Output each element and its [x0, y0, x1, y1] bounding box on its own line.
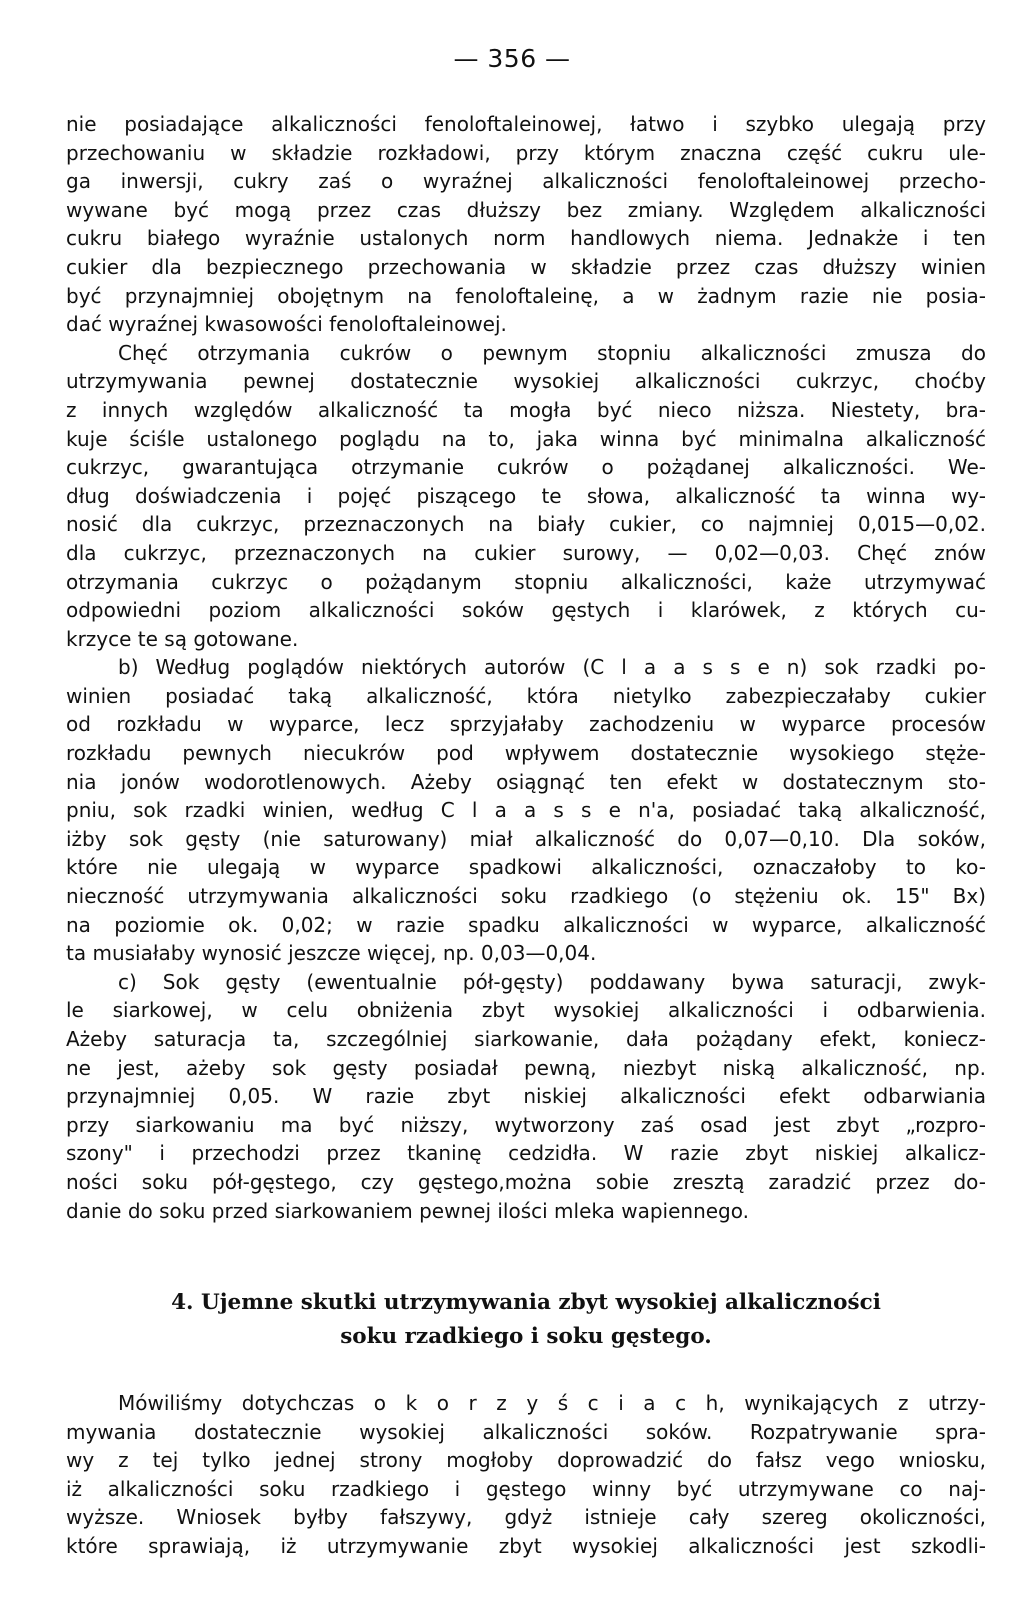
text-line: iż alkaliczności soku rzadkiego i gęstego winny być utrzymywane co naj- [66, 1476, 986, 1501]
text-line: dług doświadczenia i pojęć piszącego te słowa, alkaliczność ta winna wy- [66, 483, 986, 508]
section-heading-continued: soku rzadkiego i soku gęstego. [340, 1324, 712, 1349]
text-line: z innych względów alkaliczność ta mogła być nieco niższa. Niestety, bra- [66, 397, 986, 422]
section-text [66, 1389, 986, 1561]
text-line: Ażeby saturacja ta, szczególniej siarkowanie, dała pożądany efekt, koniecz- [66, 1027, 986, 1051]
text-line: nieczność utrzymywania alkaliczności soku rzadkiego (o stężeniu ok. 15" Bx) [66, 884, 986, 909]
text-line: le siarkowej, w celu obniżenia zbyt wysokiej alkaliczności i odbarwienia. [66, 998, 986, 1023]
text-line: nie posiadające alkaliczności fenoloftaleinowej, łatwo i szybko ulegają przy [66, 112, 986, 136]
text-line: szony" i przechodzi przez tkaninę cedzidła. W razie zbyt niskiej alkalicz- [66, 1141, 986, 1166]
text-line: na poziomie ok. 0,02; w razie spadku alkaliczności w wyparce, alkaliczność [66, 912, 986, 937]
text-line: wyższe. Wniosek byłby fałszywy, gdyż istnieje cały szereg okoliczności, [66, 1505, 986, 1530]
text-line: ta musiałaby wynosić jeszcze więcej, np. 0,03—0,04. [66, 941, 597, 966]
text-line: nia jonów wodorotlenowych. Ażeby osiągnąć ten efekt w dostatecznym sto- [66, 769, 986, 794]
text-line: otrzymania cukrzyc o pożądanym stopniu alkaliczności, każe utrzymywać [66, 569, 986, 594]
text-line: wywane być mogą przez czas dłuższy bez zmiany. Względem alkaliczności [66, 197, 986, 222]
text-line: ga inwersji, cukry zaś o wyraźnej alkaliczności fenoloftaleinowej przecho- [66, 169, 986, 194]
text-line: kuje ściśle ustalonego poglądu na to, jaka winna być minimalna alkaliczność [66, 426, 986, 451]
text-line: przy siarkowaniu ma być niższy, wytworzony zaś osad jest zbyt „rozpro- [66, 1112, 986, 1137]
body-text [66, 110, 986, 1225]
text-line: od rozkładu w wyparce, lecz sprzyjałaby zachodzeniu w wyparce procesów [66, 712, 986, 737]
text-line: mywania dostatecznie wysokiej alkaliczności soków. Rozpatrywanie spra- [66, 1419, 986, 1444]
text-line: cukier dla bezpiecznego przechowania w składzie przez czas dłuższy winien [66, 254, 986, 279]
text-line: dla cukrzyc, przeznaczonych na cukier surowy, — 0,02—0,03. Chęć znów [66, 540, 986, 565]
text-line: rozkładu pewnych niecukrów pod wpływem dostatecznie wysokiego stęże- [66, 741, 986, 766]
text-line: c) Sok gęsty (ewentualnie pół-gęsty) poddawany bywa saturacji, zwyk- [118, 969, 986, 994]
text-line: przechowaniu w składzie rozkładowi, przy którym znaczna część cukru ule- [66, 140, 986, 165]
text-line: odpowiedni poziom alkaliczności soków gęstych i klarówek, z których cu- [66, 598, 986, 623]
text-line: Chęć otrzymania cukrów o pewnym stopniu alkaliczności zmusza do [118, 340, 986, 365]
text-line: danie do soku przed siarkowaniem pewnej ilości mleka wapiennego. [66, 1198, 749, 1223]
text-line: Mówiliśmy dotychczas o k o r z y ś c i a c h, wynikających z utrzy- [118, 1391, 986, 1415]
text-line: winien posiadać taką alkaliczność, która nietylko zabezpieczałaby cukier [66, 683, 986, 708]
text-line: cukrzyc, gwarantująca otrzymanie cukrów o pożądanej alkaliczności. We- [66, 455, 986, 480]
text-line: które sprawiają, iż utrzymywanie zbyt wysokiej alkaliczności jest szkodli- [66, 1533, 986, 1558]
text-line: iżby sok gęsty (nie saturowany) miał alkaliczność do 0,07—0,10. Dla soków, [66, 826, 986, 851]
text-line: być przynajmniej obojętnym na fenoloftaleinę, a w żadnym razie nie posia- [66, 283, 986, 308]
text-line: b) Według poglądów niektórych autorów (C l a a s s e n) sok rzadki po- [118, 655, 986, 680]
text-line: cukru białego wyraźnie ustalonych norm handlowych niema. Jednakże i ten [66, 226, 986, 251]
text-line: ności soku pół-gęstego, czy gęstego,można sobie zresztą zaradzić przez do- [66, 1169, 986, 1194]
section-heading: 4. Ujemne skutki utrzymywania zbyt wysokiej alkaliczności [171, 1290, 881, 1315]
page-number: — 356 — [453, 44, 571, 73]
text-line: przynajmniej 0,05. W razie zbyt niskiej alkaliczności efekt odbarwiania [66, 1084, 986, 1109]
text-line: które nie ulegają w wyparce spadkowi alkaliczności, oznaczałoby to ko- [66, 855, 986, 880]
text-line: dać wyraźnej kwasowości fenoloftaleinowej. [66, 312, 507, 337]
text-line: utrzymywania pewnej dostatecznie wysokiej alkaliczności cukrzyc, choćby [66, 369, 986, 394]
text-line: wy z tej tylko jednej strony mogłoby doprowadzić do fałsz vego wniosku, [66, 1448, 986, 1473]
text-line: krzyce te są gotowane. [66, 626, 299, 651]
text-line: pniu, sok rzadki winien, według C l a a s s e n'a, posiadać taką alkaliczność, [66, 798, 986, 823]
text-line: nosić dla cukrzyc, przeznaczonych na biały cukier, co najmniej 0,015—0,02. [66, 512, 986, 537]
text-line: ne jest, ażeby sok gęsty posiadał pewną, niezbyt niską alkaliczność, np. [66, 1055, 986, 1080]
